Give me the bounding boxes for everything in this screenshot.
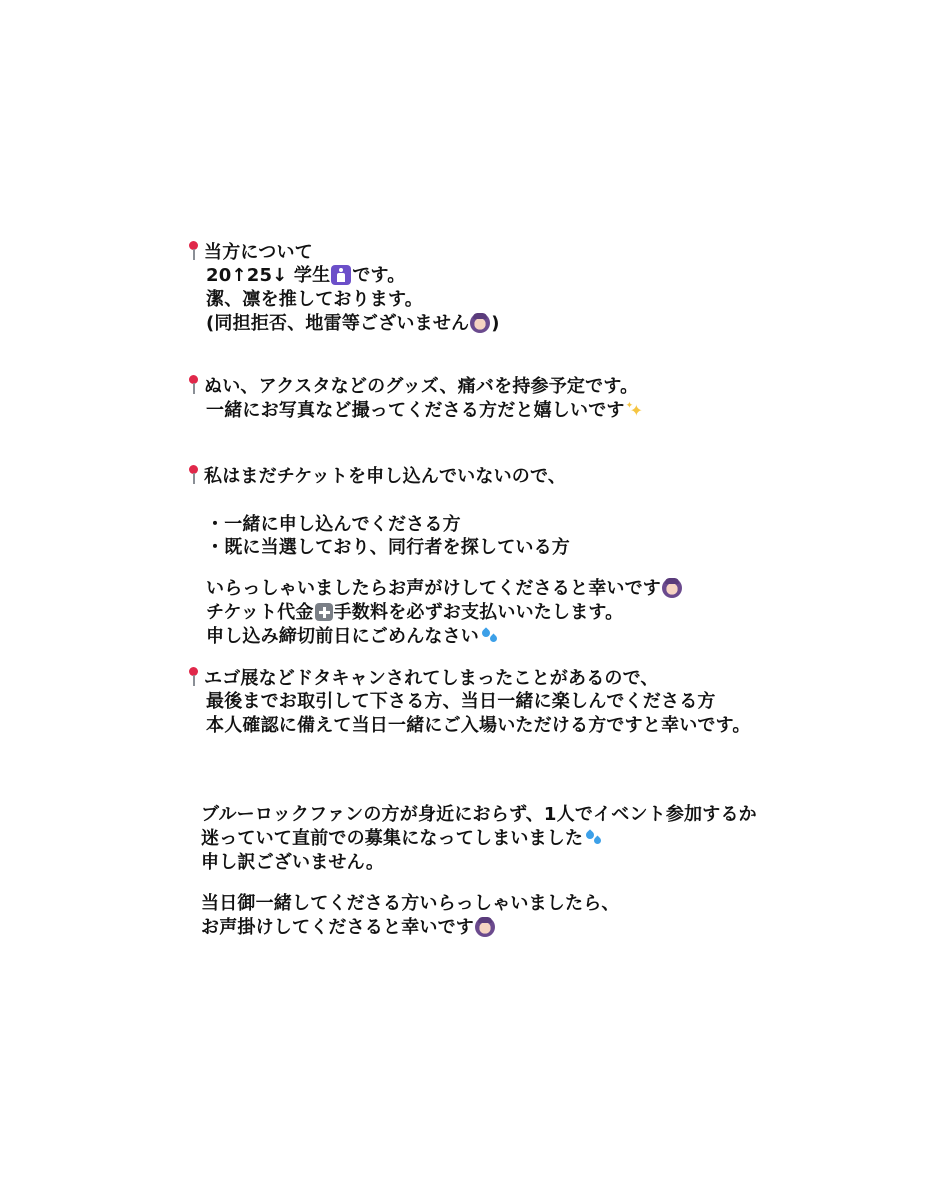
goods-heading: ぬい、アクスタなどのグッズ、痛バを持参予定です。 — [186, 374, 638, 399]
cancel-line-2: 本人確認に備えて当日一緒にご入場いただける方ですと幸いです。 — [206, 715, 751, 736]
ticket-bullet-1: ・一緒に申し込んでくださる方 — [206, 514, 461, 535]
ticket-para-2: チケット代金 手数料を必ずお支払いいたします。 — [206, 602, 624, 623]
sweat-droplets-icon — [480, 626, 500, 646]
closing-line-4: 当日御一緒してくださる方いらっしゃいましたら、 — [201, 893, 620, 914]
ticket-para-1: いらっしゃいましたらお声がけしてくださると幸いです — [206, 577, 683, 601]
person-raising-hand-icon — [475, 917, 495, 937]
closing-line-1: ブルーロックファンの方が身近におらず、1人でイベント参加するか — [201, 804, 757, 825]
about-note-line: (同担拒否、地雷等ございません ) — [206, 313, 500, 334]
person-raising-hand-icon — [470, 313, 490, 333]
about-oshi-line: 潔、凛を推しております。 — [206, 289, 423, 310]
pushpin-icon — [186, 666, 202, 688]
cancel-line-1: 最後までお取引して下さる方、当日一緒に楽しんでくださる方 — [206, 691, 716, 712]
about-heading-text: 当方について — [204, 242, 313, 263]
about-age-line: 20↑25↓ 学生 です。 — [206, 265, 406, 286]
ticket-para-3: 申し込み締切前日にごめんなさい — [206, 625, 501, 649]
ticket-bullet-2: ・既に当選しており、同行者を探している方 — [206, 537, 570, 558]
pushpin-icon — [186, 464, 202, 486]
closing-line-2: 迷っていて直前での募集になってしまいました — [201, 827, 605, 851]
about-heading — [186, 240, 313, 265]
womens-restroom-icon — [331, 265, 351, 285]
closing-line-5: お声掛けしてくださると幸いです — [201, 916, 496, 940]
cancel-heading: エゴ展などドタキャンされてしまったことがあるので、 — [186, 666, 659, 691]
person-raising-hand-icon — [662, 578, 682, 598]
pushpin-icon — [186, 374, 202, 396]
sparkles-icon — [626, 400, 646, 420]
sweat-droplets-icon — [584, 828, 604, 848]
plus-sign-icon — [315, 603, 333, 621]
pushpin-icon — [186, 240, 202, 262]
goods-photo-line: 一緒にお写真など撮ってくださる方だと嬉しいです✦ ✦ — [206, 399, 647, 423]
closing-line-3: 申し訳ございません。 — [201, 852, 385, 873]
ticket-heading: 私はまだチケットを申し込んでいないので、 — [186, 464, 566, 489]
